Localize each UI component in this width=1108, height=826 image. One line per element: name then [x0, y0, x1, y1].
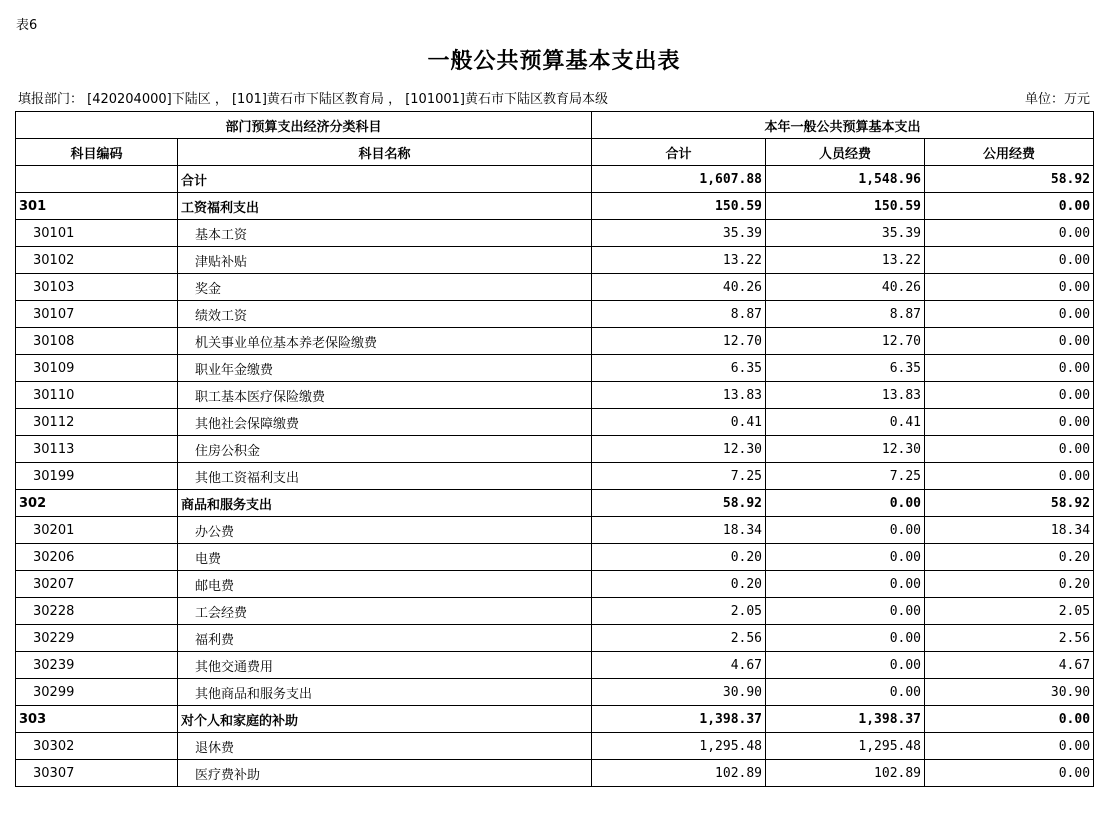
row-public: 0.00 — [925, 733, 1094, 760]
row-code: 302 — [16, 490, 178, 517]
row-name: 其他交通费用 — [178, 652, 592, 679]
row-name: 合计 — [178, 166, 592, 193]
row-total: 58.92 — [592, 490, 766, 517]
row-code: 30199 — [16, 463, 178, 490]
table-row — [16, 274, 1094, 301]
budget-table — [15, 111, 1094, 787]
row-public: 0.00 — [925, 463, 1094, 490]
row-total: 150.59 — [592, 193, 766, 220]
table-row — [16, 463, 1094, 490]
row-total: 1,607.88 — [592, 166, 766, 193]
row-code: 30108 — [16, 328, 178, 355]
row-total: 0.41 — [592, 409, 766, 436]
table-row — [16, 679, 1094, 706]
row-public: 0.00 — [925, 382, 1094, 409]
row-total: 4.67 — [592, 652, 766, 679]
row-code: 30109 — [16, 355, 178, 382]
row-code: 30112 — [16, 409, 178, 436]
row-name: 基本工资 — [178, 220, 592, 247]
row-personnel: 0.00 — [766, 544, 925, 571]
row-name: 邮电费 — [178, 571, 592, 598]
row-personnel: 1,398.37 — [766, 706, 925, 733]
row-personnel: 0.00 — [766, 625, 925, 652]
page-title: 一般公共预算基本支出表 — [427, 48, 681, 74]
row-personnel: 35.39 — [766, 220, 925, 247]
row-name: 住房公积金 — [178, 436, 592, 463]
row-public: 0.00 — [925, 760, 1094, 787]
row-total: 102.89 — [592, 760, 766, 787]
table-row — [16, 544, 1094, 571]
row-personnel: 13.22 — [766, 247, 925, 274]
row-public: 0.00 — [925, 328, 1094, 355]
row-public: 0.20 — [925, 571, 1094, 598]
table-row — [16, 652, 1094, 679]
row-code: 30207 — [16, 571, 178, 598]
table-row — [16, 490, 1094, 517]
column-header-public: 公用经费 — [925, 139, 1094, 166]
row-personnel: 1,295.48 — [766, 733, 925, 760]
header-group-basic-expenditure: 本年一般公共预算基本支出 — [592, 112, 1094, 139]
row-public: 18.34 — [925, 517, 1094, 544]
row-name: 办公费 — [178, 517, 592, 544]
row-public: 30.90 — [925, 679, 1094, 706]
row-personnel: 8.87 — [766, 301, 925, 328]
row-public: 4.67 — [925, 652, 1094, 679]
row-total: 2.56 — [592, 625, 766, 652]
row-name: 医疗费补助 — [178, 760, 592, 787]
row-name: 电费 — [178, 544, 592, 571]
row-personnel: 6.35 — [766, 355, 925, 382]
row-name: 其他社会保障缴费 — [178, 409, 592, 436]
row-personnel: 12.70 — [766, 328, 925, 355]
row-total: 35.39 — [592, 220, 766, 247]
row-name: 其他工资福利支出 — [178, 463, 592, 490]
row-code — [16, 166, 178, 193]
table-row — [16, 355, 1094, 382]
column-header-personnel: 人员经费 — [766, 139, 925, 166]
row-total: 2.05 — [592, 598, 766, 625]
table-row — [16, 517, 1094, 544]
row-name: 退休费 — [178, 733, 592, 760]
table-row — [16, 409, 1094, 436]
row-personnel: 40.26 — [766, 274, 925, 301]
row-name: 其他商品和服务支出 — [178, 679, 592, 706]
row-name: 职工基本医疗保险缴费 — [178, 382, 592, 409]
row-code: 30299 — [16, 679, 178, 706]
row-code: 303 — [16, 706, 178, 733]
row-personnel: 13.83 — [766, 382, 925, 409]
row-total: 1,398.37 — [592, 706, 766, 733]
header-group-row — [16, 112, 1094, 139]
row-public: 2.05 — [925, 598, 1094, 625]
table-row — [16, 706, 1094, 733]
table-body — [16, 166, 1094, 787]
row-total: 13.83 — [592, 382, 766, 409]
row-personnel: 0.41 — [766, 409, 925, 436]
table-row — [16, 247, 1094, 274]
row-public: 0.00 — [925, 706, 1094, 733]
row-public: 0.00 — [925, 220, 1094, 247]
row-total: 0.20 — [592, 571, 766, 598]
row-total: 12.30 — [592, 436, 766, 463]
row-public: 0.00 — [925, 301, 1094, 328]
row-personnel: 0.00 — [766, 517, 925, 544]
row-public: 0.00 — [925, 193, 1094, 220]
row-code: 30229 — [16, 625, 178, 652]
row-public: 0.20 — [925, 544, 1094, 571]
unit-label: 单位：万元 — [1024, 92, 1090, 107]
row-public: 58.92 — [925, 166, 1094, 193]
row-code: 301 — [16, 193, 178, 220]
row-personnel: 0.00 — [766, 652, 925, 679]
row-public: 2.56 — [925, 625, 1094, 652]
table-row — [16, 760, 1094, 787]
row-public: 0.00 — [925, 409, 1094, 436]
filling-department: 填报部门： [420204000]下陆区 ， [101]黄石市下陆区教育局 ， [101001]黄石市下陆区教育局本级 — [18, 92, 608, 107]
header-group-classification: 部门预算支出经济分类科目 — [16, 112, 592, 139]
row-name: 津贴补贴 — [178, 247, 592, 274]
row-code: 30102 — [16, 247, 178, 274]
row-code: 30239 — [16, 652, 178, 679]
row-total: 18.34 — [592, 517, 766, 544]
row-code: 30107 — [16, 301, 178, 328]
row-total: 8.87 — [592, 301, 766, 328]
row-personnel: 0.00 — [766, 598, 925, 625]
row-personnel: 7.25 — [766, 463, 925, 490]
row-total: 13.22 — [592, 247, 766, 274]
row-total: 1,295.48 — [592, 733, 766, 760]
row-name: 福利费 — [178, 625, 592, 652]
column-header-code: 科目编码 — [16, 139, 178, 166]
row-total: 0.20 — [592, 544, 766, 571]
table-number: 表6 — [16, 18, 38, 33]
column-header-total: 合计 — [592, 139, 766, 166]
row-code: 30302 — [16, 733, 178, 760]
column-header-name: 科目名称 — [178, 139, 592, 166]
table-row — [16, 220, 1094, 247]
row-code: 30101 — [16, 220, 178, 247]
table-row — [16, 625, 1094, 652]
row-name: 职业年金缴费 — [178, 355, 592, 382]
row-name: 商品和服务支出 — [178, 490, 592, 517]
table-row — [16, 382, 1094, 409]
header-column-row — [16, 139, 1094, 166]
row-code: 30113 — [16, 436, 178, 463]
row-total: 7.25 — [592, 463, 766, 490]
row-name: 对个人和家庭的补助 — [178, 706, 592, 733]
row-code: 30201 — [16, 517, 178, 544]
row-personnel: 0.00 — [766, 679, 925, 706]
row-personnel: 0.00 — [766, 571, 925, 598]
row-personnel: 150.59 — [766, 193, 925, 220]
row-code: 30206 — [16, 544, 178, 571]
row-total: 40.26 — [592, 274, 766, 301]
row-code: 30228 — [16, 598, 178, 625]
row-personnel: 0.00 — [766, 490, 925, 517]
row-public: 58.92 — [925, 490, 1094, 517]
table-row — [16, 328, 1094, 355]
table-row — [16, 193, 1094, 220]
table-row — [16, 598, 1094, 625]
table-row — [16, 301, 1094, 328]
row-personnel: 12.30 — [766, 436, 925, 463]
row-total: 6.35 — [592, 355, 766, 382]
table-row — [16, 436, 1094, 463]
table-row — [16, 733, 1094, 760]
row-name: 奖金 — [178, 274, 592, 301]
row-public: 0.00 — [925, 355, 1094, 382]
row-total: 30.90 — [592, 679, 766, 706]
row-name: 绩效工资 — [178, 301, 592, 328]
row-public: 0.00 — [925, 247, 1094, 274]
table-row — [16, 571, 1094, 598]
row-public: 0.00 — [925, 436, 1094, 463]
row-total: 12.70 — [592, 328, 766, 355]
row-personnel: 102.89 — [766, 760, 925, 787]
row-code: 30110 — [16, 382, 178, 409]
row-personnel: 1,548.96 — [766, 166, 925, 193]
table-row — [16, 166, 1094, 193]
row-code: 30103 — [16, 274, 178, 301]
row-name: 机关事业单位基本养老保险缴费 — [178, 328, 592, 355]
row-name: 工资福利支出 — [178, 193, 592, 220]
row-name: 工会经费 — [178, 598, 592, 625]
row-code: 30307 — [16, 760, 178, 787]
row-public: 0.00 — [925, 274, 1094, 301]
